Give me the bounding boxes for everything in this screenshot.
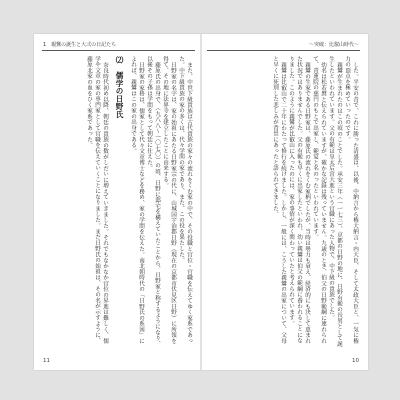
- running-header: 〜突破：比叡山時代〜: [308, 42, 359, 48]
- paragraph: 親鸞の生家である日野家は、藤原氏の流れをくむ家柄でしたが、当時は勢力も衰え、経済的にも決して恵まれた状況ではありませんでした。父の有範も早くに出家したといわれ、幼い親鸞は伯父の範綱に養われることになりました。このように親鸞が比叡山に入ったのには、家の事情が深く関わっていたと考えられています。: [288, 56, 310, 344]
- section-heading: ⑵ 儒学の日野氏: [115, 56, 124, 118]
- page-number: 10: [352, 358, 359, 364]
- paragraph: 親鸞が生まれたのはこの頃のことでした。承安三年（一一七三）、京都の日野の地に、日野有範の長男として誕生したといわれています。父の有範は皇太后宮大進という官職にあった人物で、中下級の貴族でした。: [328, 56, 342, 347]
- left-page: [34, 34, 201, 370]
- paragraph: また、中世下級貴族は古代貴族の家々の流れをくむ家の中で、その役職と官位・官職を伝えてゆく家系であった。中下級貴族の家の多くは、代々学問の家であり、また、この役を果たした。: [178, 56, 192, 344]
- header-rule: [207, 50, 360, 51]
- paragraph: 日野家の家格は、儒家として代々文章博士などを務め、家の学問を伝えた。南北朝時代の「日野氏の系図」によれば、親鸞はこの家の出身である。: [130, 56, 144, 344]
- paragraph: 日野家の名字は、家の始祖にあたる日野家宗の代に、山城国宇治郡日野（現在の京都市伏見区日野）に所領を得て、その地に法界寺を建立したことに由来する。: [162, 56, 176, 344]
- paragraph: した。平安の昔で、これに勝った清盛は、以後、中納言から権大納言・内大臣、そして太政大臣と、一気に権力の頂点を極めていったのです。: [344, 56, 358, 344]
- paragraph: 幼名は松若麿と伝えられていますが、確かな記録は残っていません。九歳のとき、伯父の日野範綱に連れられて、青蓮院の慈円のもとで出家し、範宴と名のったといわれています。: [312, 56, 326, 344]
- right-page: [201, 34, 368, 370]
- running-header: 1 親鸞の誕生と大弐の日記たち: [43, 42, 117, 48]
- body-text: [43, 56, 193, 349]
- paragraph: 奈良時代初め以降、朝廷の貴族の数がしだいに増えていきました。それでもなかなか官位の昇進は難しく、儒学や文章の家の専門家として官職を伝えていくことになりました。まだ日野氏の始祖は、その名が示すように、藤原北家の血をひく家系であった。: [86, 56, 108, 344]
- paragraph: 親鸞は比叡山で二十年にわたって修行を続けました。しかし、一般には、こうした親鸞の出家について、父母と早くに死別した悲しみが背景にあったと語られてきました。: [272, 56, 286, 344]
- page-number: 11: [43, 358, 50, 364]
- body-text: [209, 56, 359, 349]
- header-rule: [42, 50, 195, 51]
- book-spread: [34, 34, 368, 370]
- paragraph: 藤原氏の出身で、（九八八〜一〇七〇）の頃、日野に邸宅を構えていたことから、日野家と称するようになり、以後その子孫は学問をもって朝廷に仕えた。: [146, 56, 160, 347]
